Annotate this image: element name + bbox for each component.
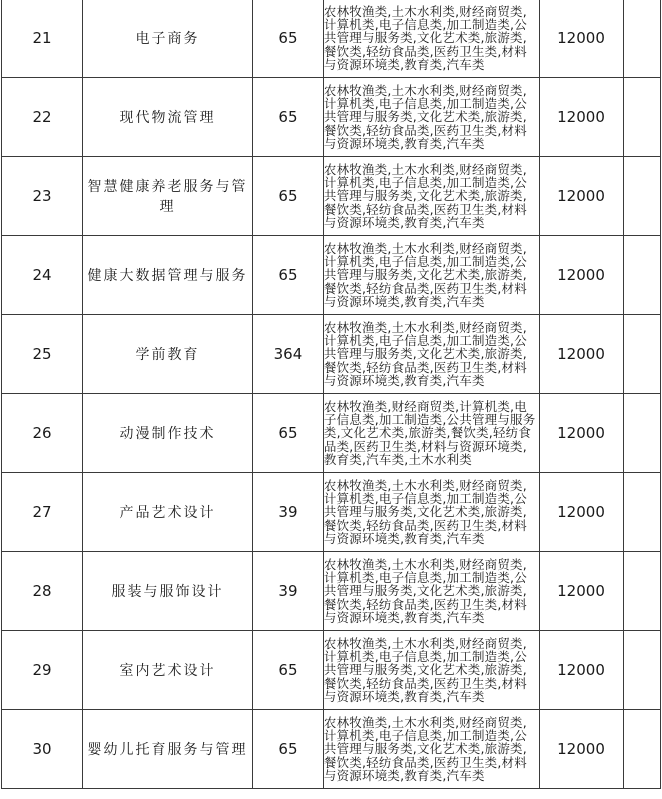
categories-text: 农林牧渔类,土木水利类,财经商贸类,计算机类,电子信息类,加工制造类,公共管理与服务类,文化艺术类,旅游类,餐饮类,轻纺食品类,医药卫生类,材料与资源环境类,教育类,汽车类 xyxy=(323,241,527,309)
eligible-categories xyxy=(323,631,539,710)
enrollment-quota: 39 xyxy=(253,552,324,631)
eligible-categories xyxy=(323,710,539,789)
major-name: 现代物流管理 xyxy=(82,78,252,157)
enrollment-quota: 65 xyxy=(253,78,324,157)
tuition-fee: 12000 xyxy=(539,236,623,315)
row-number: 29 xyxy=(2,631,83,710)
categories-text: 农林牧渔类,土木水利类,财经商贸类,计算机类,电子信息类,加工制造类,公共管理与服务类,文化艺术类,旅游类,餐饮类,轻纺食品类,医药卫生类,材料与资源环境类,教育类,汽车类 xyxy=(323,320,527,388)
row-number: 28 xyxy=(2,552,83,631)
categories-text: 农林牧渔类,土木水利类,财经商贸类,计算机类,电子信息类,加工制造类,公共管理与服务类,文化艺术类,旅游类,餐饮类,轻纺食品类,医药卫生类,材料与资源环境类,教育类,汽车类 xyxy=(323,4,527,72)
enrollment-quota: 65 xyxy=(253,157,324,236)
blank-cell xyxy=(623,552,660,631)
enrollment-quota: 65 xyxy=(253,236,324,315)
table-row xyxy=(2,631,661,710)
tuition-fee: 12000 xyxy=(539,315,623,394)
tuition-fee: 12000 xyxy=(539,631,623,710)
enrollment-table xyxy=(1,0,661,789)
categories-text: 农林牧渔类,土木水利类,财经商贸类,计算机类,电子信息类,加工制造类,公共管理与服务类,文化艺术类,旅游类,餐饮类,轻纺食品类,医药卫生类,材料与资源环境类,教育类,汽车类 xyxy=(323,478,527,546)
blank-cell xyxy=(623,78,660,157)
blank-cell xyxy=(623,236,660,315)
major-name: 智慧健康养老服务与管理 xyxy=(82,157,252,236)
categories-text: 农林牧渔类,财经商贸类,计算机类,电子信息类,加工制造类,公共管理与服务类,文化艺术类,旅游类,餐饮类,轻纺食品类,医药卫生类,材料与资源环境类,教育类,汽车类,土木水利类 xyxy=(323,399,536,467)
tuition-fee: 12000 xyxy=(539,157,623,236)
table-row xyxy=(2,236,661,315)
enrollment-quota: 65 xyxy=(253,0,324,78)
eligible-categories xyxy=(323,78,539,157)
blank-cell xyxy=(623,0,660,78)
enrollment-quota: 65 xyxy=(253,710,324,789)
enrollment-quota: 65 xyxy=(253,394,324,473)
major-name: 婴幼儿托育服务与管理 xyxy=(82,710,252,789)
blank-cell xyxy=(623,394,660,473)
major-name: 产品艺术设计 xyxy=(82,473,252,552)
categories-text: 农林牧渔类,土木水利类,财经商贸类,计算机类,电子信息类,加工制造类,公共管理与服务类,文化艺术类,旅游类,餐饮类,轻纺食品类,医药卫生类,材料与资源环境类,教育类,汽车类 xyxy=(323,162,527,230)
blank-cell xyxy=(623,710,660,789)
major-name: 动漫制作技术 xyxy=(82,394,252,473)
enrollment-quota: 364 xyxy=(253,315,324,394)
blank-cell xyxy=(623,473,660,552)
blank-cell xyxy=(623,631,660,710)
row-number: 21 xyxy=(2,0,83,78)
categories-text: 农林牧渔类,土木水利类,财经商贸类,计算机类,电子信息类,加工制造类,公共管理与服务类,文化艺术类,旅游类,餐饮类,轻纺食品类,医药卫生类,材料与资源环境类,教育类,汽车类 xyxy=(323,715,527,783)
categories-text: 农林牧渔类,土木水利类,财经商贸类,计算机类,电子信息类,加工制造类,公共管理与服务类,文化艺术类,旅游类,餐饮类,轻纺食品类,医药卫生类,材料与资源环境类,教育类,汽车类 xyxy=(323,83,527,151)
row-number: 24 xyxy=(2,236,83,315)
major-name: 学前教育 xyxy=(82,315,252,394)
major-name: 电子商务 xyxy=(82,0,252,78)
categories-text: 农林牧渔类,土木水利类,财经商贸类,计算机类,电子信息类,加工制造类,公共管理与服务类,文化艺术类,旅游类,餐饮类,轻纺食品类,医药卫生类,材料与资源环境类,教育类,汽车类 xyxy=(323,557,527,625)
eligible-categories xyxy=(323,236,539,315)
enrollment-quota: 39 xyxy=(253,473,324,552)
eligible-categories xyxy=(323,315,539,394)
row-number: 30 xyxy=(2,710,83,789)
row-number: 26 xyxy=(2,394,83,473)
blank-cell xyxy=(623,315,660,394)
row-number: 25 xyxy=(2,315,83,394)
row-number: 22 xyxy=(2,78,83,157)
major-name: 室内艺术设计 xyxy=(82,631,252,710)
tuition-fee: 12000 xyxy=(539,552,623,631)
eligible-categories xyxy=(323,157,539,236)
table-row xyxy=(2,473,661,552)
tuition-fee: 12000 xyxy=(539,710,623,789)
table-row xyxy=(2,394,661,473)
table-row xyxy=(2,710,661,789)
eligible-categories xyxy=(323,394,539,473)
tuition-fee: 12000 xyxy=(539,0,623,78)
table-row xyxy=(2,552,661,631)
categories-text: 农林牧渔类,土木水利类,财经商贸类,计算机类,电子信息类,加工制造类,公共管理与服务类,文化艺术类,旅游类,餐饮类,轻纺食品类,医药卫生类,材料与资源环境类,教育类,汽车类 xyxy=(323,636,527,704)
table-row xyxy=(2,157,661,236)
blank-cell xyxy=(623,157,660,236)
eligible-categories xyxy=(323,473,539,552)
table-row xyxy=(2,78,661,157)
eligible-categories xyxy=(323,552,539,631)
enrollment-quota: 65 xyxy=(253,631,324,710)
eligible-categories xyxy=(323,0,539,78)
tuition-fee: 12000 xyxy=(539,473,623,552)
tuition-fee: 12000 xyxy=(539,394,623,473)
major-name: 服装与服饰设计 xyxy=(82,552,252,631)
table-row xyxy=(2,0,661,78)
tuition-fee: 12000 xyxy=(539,78,623,157)
major-name: 健康大数据管理与服务 xyxy=(82,236,252,315)
row-number: 27 xyxy=(2,473,83,552)
row-number: 23 xyxy=(2,157,83,236)
table-row xyxy=(2,315,661,394)
